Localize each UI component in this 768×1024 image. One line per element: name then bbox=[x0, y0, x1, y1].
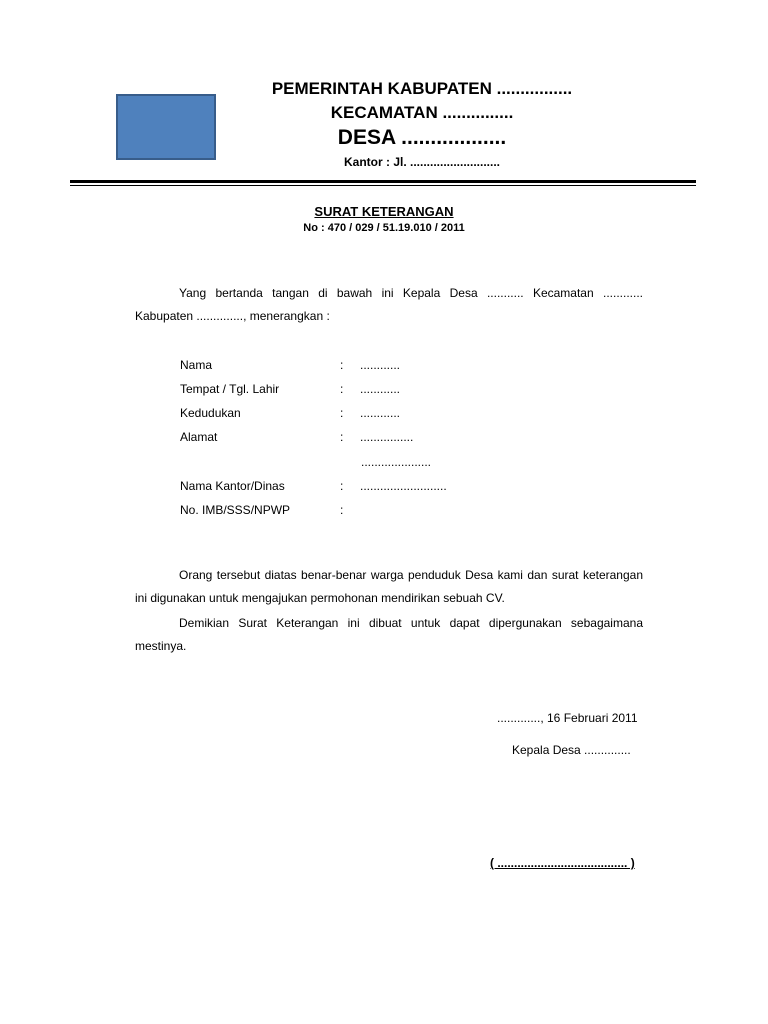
field-row-address bbox=[180, 430, 413, 444]
field-label: Tempat / Tgl. Lahir bbox=[180, 382, 280, 396]
field-colon: : bbox=[340, 479, 344, 493]
signature-line: ( ....................................... ) bbox=[490, 856, 635, 870]
header-office-address: Kantor : Jl. ........................... bbox=[343, 155, 501, 169]
body-paragraph-1: Orang tersebut diatas benar-benar warga penduduk Desa kami dan surat keterangan ini digunakan untuk mengajukan permohonan mendirikan sebuah CV. bbox=[135, 568, 643, 605]
letter-date: ............., 16 Februari 2011 bbox=[497, 711, 638, 725]
field-address-line2: ..................... bbox=[361, 455, 432, 469]
header-regency: PEMERINTAH KABUPATEN ................ bbox=[271, 79, 573, 98]
field-value: .......................... bbox=[360, 479, 447, 493]
field-label: Kedudukan bbox=[180, 406, 241, 420]
field-row-birth bbox=[180, 382, 400, 396]
field-colon: : bbox=[340, 430, 344, 444]
field-colon: : bbox=[340, 503, 344, 517]
field-colon: : bbox=[340, 406, 344, 420]
field-label: Nama Kantor/Dinas bbox=[180, 479, 285, 493]
letter-number: No : 470 / 029 / 51.19.010 / 2011 bbox=[303, 222, 465, 234]
field-colon: : bbox=[340, 382, 344, 396]
header-village: DESA .................. bbox=[337, 126, 507, 149]
field-value: ............ bbox=[360, 382, 401, 396]
header-divider-thin bbox=[70, 185, 696, 186]
field-value: ................ bbox=[360, 430, 414, 444]
field-label: No. IMB/SSS/NPWP bbox=[180, 503, 291, 517]
intro-paragraph: Yang bertanda tangan di bawah ini Kepala Desa ........... Kecamatan ............ Kabupaten .............., menerangkan : bbox=[135, 286, 643, 323]
field-colon: : bbox=[340, 358, 344, 372]
header-district: KECAMATAN ............... bbox=[330, 103, 514, 122]
field-value: ............ bbox=[360, 358, 401, 372]
field-value: ............ bbox=[360, 406, 401, 420]
body-paragraph-2: Demikian Surat Keterangan ini dibuat untuk dapat dipergunakan sebagaimana mestinya. bbox=[135, 616, 643, 653]
signer-title: Kepala Desa .............. bbox=[512, 743, 631, 757]
field-row-position bbox=[180, 406, 400, 420]
field-row-nama bbox=[180, 358, 400, 372]
letter-title: SURAT KETERANGAN bbox=[314, 204, 454, 219]
field-label: Alamat bbox=[180, 430, 218, 444]
field-row-license bbox=[180, 503, 360, 517]
header-divider-thick bbox=[70, 180, 696, 183]
field-row-office bbox=[180, 479, 447, 493]
field-label: Nama bbox=[180, 358, 213, 372]
